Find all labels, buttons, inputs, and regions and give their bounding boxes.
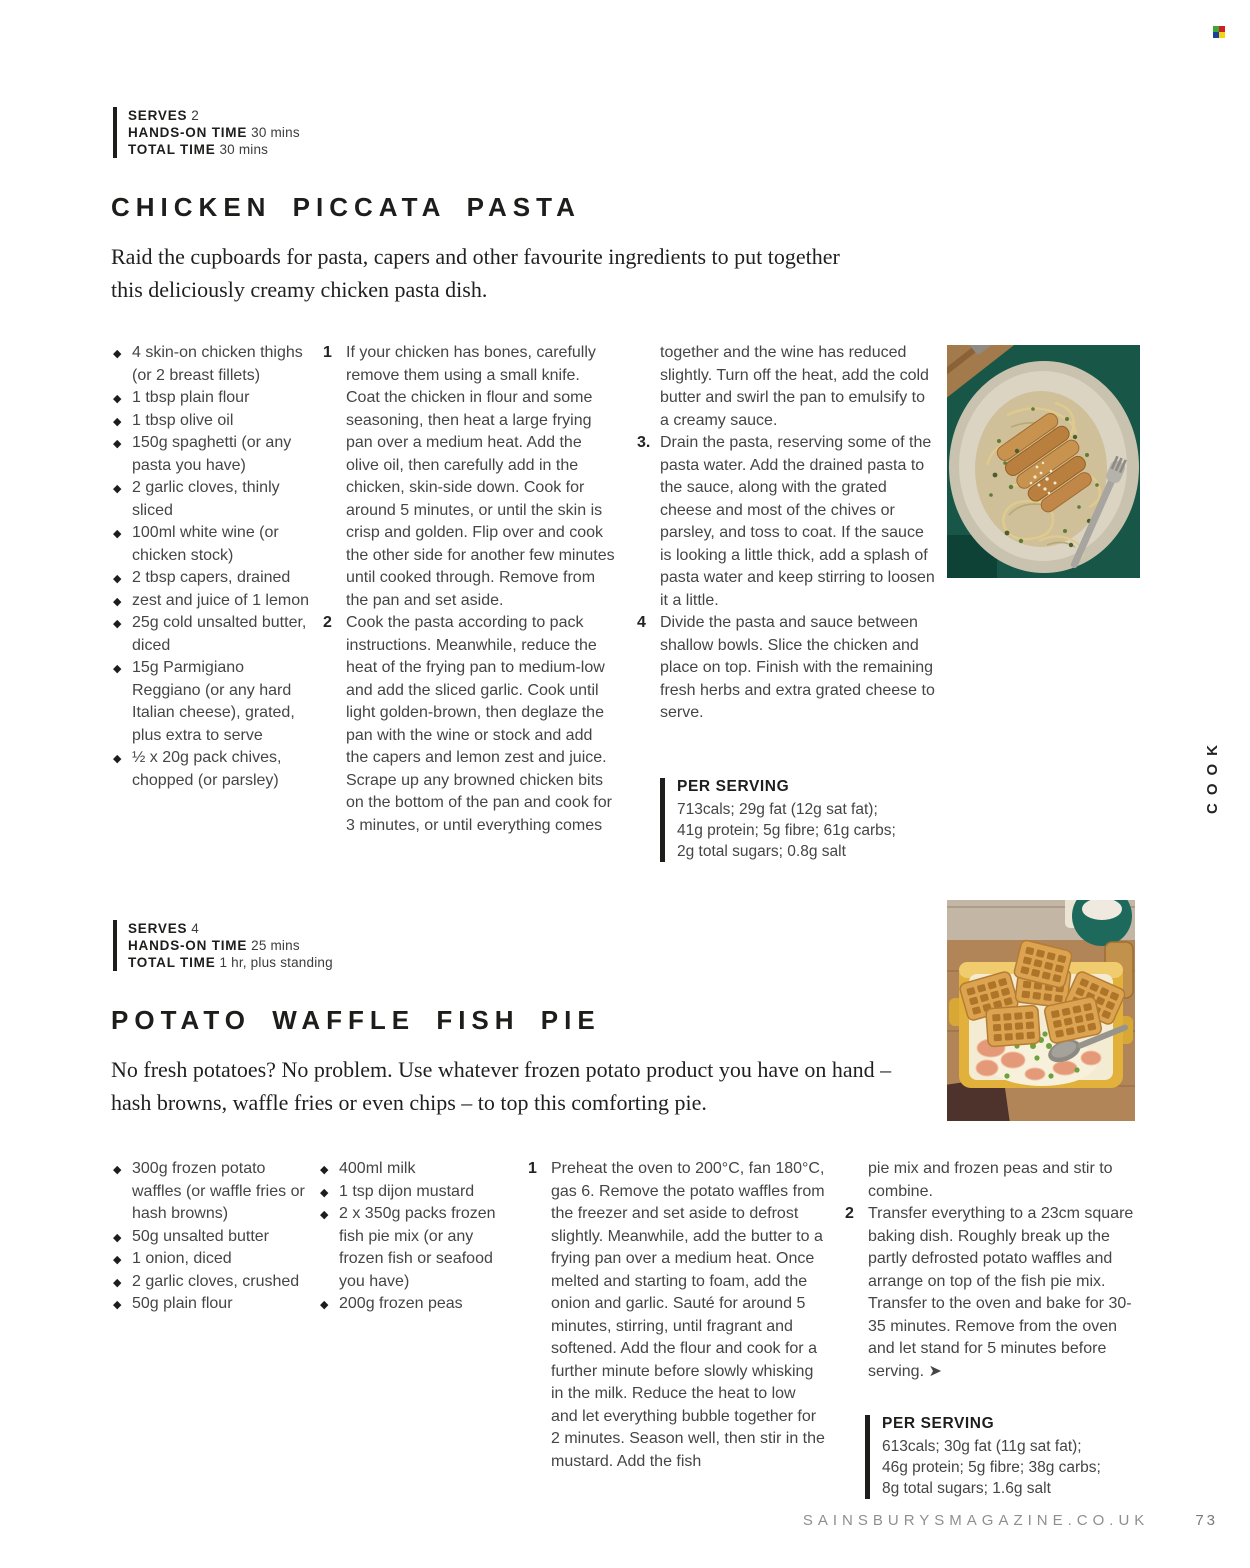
hands-on-time-line xyxy=(128,124,300,141)
total-time-label: TOTAL TIME xyxy=(128,955,216,970)
ingredient-text: 1 onion, diced xyxy=(132,1250,232,1267)
method-step-4 xyxy=(637,612,937,725)
ingredient-text: 2 garlic cloves, crushed xyxy=(132,1272,300,1290)
ingredient-text: 2 garlic cloves, thinly sliced xyxy=(132,479,280,519)
hands-on-time-value: 25 mins xyxy=(251,938,300,953)
per-serving-line: 613cals; 30g fat (11g sat fat); xyxy=(882,1438,1082,1455)
ingredient-item xyxy=(113,1248,313,1271)
diamond-bullet-icon: ◆ xyxy=(113,348,122,360)
logo-square-yellow xyxy=(1219,32,1225,38)
ingredient-text: 50g plain flour xyxy=(132,1295,233,1312)
step-number: 1 xyxy=(323,344,332,361)
total-time-label: TOTAL TIME xyxy=(128,142,216,157)
recipe2-meta-block xyxy=(113,920,333,971)
ingredient-text: 100ml white wine (or chicken stock) xyxy=(132,524,279,564)
ingredient-text: 2 x 350g packs frozen fish pie mix (or any frozen fish or seafood you have) xyxy=(339,1205,496,1290)
diamond-bullet-icon: ◆ xyxy=(113,1164,122,1176)
ingredient-item xyxy=(320,1181,520,1204)
method-step-2-continued xyxy=(637,342,937,432)
ingredient-item xyxy=(113,342,313,387)
per-serving-label: PER SERVING xyxy=(882,1415,995,1432)
step-number: 1 xyxy=(528,1160,537,1177)
total-time-value: 1 hr, plus standing xyxy=(219,955,333,970)
ingredient-item xyxy=(113,387,313,410)
recipe2-method-column-1 xyxy=(528,1158,826,1473)
diamond-bullet-icon: ◆ xyxy=(113,1254,122,1266)
recipe1-ingredient-list xyxy=(113,342,313,792)
method-step-1 xyxy=(528,1158,826,1473)
step-text: pie mix and frozen peas and stir to combine. xyxy=(868,1160,1113,1200)
ingredient-text: ½ x 20g pack chives, chopped (or parsley) xyxy=(132,749,282,789)
serves-label: SERVES xyxy=(128,108,188,123)
ingredient-item xyxy=(113,1226,313,1249)
step-text: together and the wine has reduced slightly. Turn off the heat, add the cold butter and swirl the pan to emulsify to a creamy sauce. xyxy=(660,344,929,429)
hands-on-time-label: HANDS-ON TIME xyxy=(128,938,248,953)
ingredient-text: 200g frozen peas xyxy=(339,1295,463,1312)
diamond-bullet-icon: ◆ xyxy=(113,415,122,428)
ingredient-item xyxy=(320,1293,520,1316)
per-serving-line: 713cals; 29g fat (12g sat fat); xyxy=(677,801,878,818)
diamond-bullet-icon: ◆ xyxy=(113,595,122,608)
recipe2-per-serving-box xyxy=(865,1415,1150,1499)
potato-waffle-fish-pie-photo xyxy=(947,900,1135,1121)
diamond-bullet-icon: ◆ xyxy=(320,1209,329,1221)
ingredient-item xyxy=(113,747,313,792)
ingredient-text: 25g cold unsalted butter, diced xyxy=(132,614,307,654)
four-colour-logo-icon xyxy=(1213,26,1225,38)
ingredient-text: zest and juice of 1 lemon xyxy=(132,591,309,609)
recipe2-ingredient-list-1 xyxy=(113,1158,313,1316)
method-step-1-continued xyxy=(845,1158,1145,1203)
method-step-3 xyxy=(637,432,937,612)
diamond-bullet-icon: ◆ xyxy=(113,438,122,450)
ingredient-item xyxy=(113,657,313,747)
ingredient-item xyxy=(320,1158,520,1181)
recipe1-method-column-1 xyxy=(323,342,615,837)
diamond-bullet-icon: ◆ xyxy=(113,393,122,405)
diamond-bullet-icon: ◆ xyxy=(320,1299,329,1311)
recipe2-intro: No fresh potatoes? No problem. Use whatever frozen potato product you have on hand – hash browns, waffle fries or even chips – to top this comforting pie. xyxy=(111,1057,892,1115)
step-number: 2 xyxy=(845,1205,854,1222)
diamond-bullet-icon: ◆ xyxy=(320,1164,329,1176)
diamond-bullet-icon: ◆ xyxy=(113,618,122,630)
step-text: Drain the pasta, reserving some of the pasta water. Add the drained pasta to the sauce, along with the grated cheese and most of the chives or parsley, and toss to coat. If the sauce is looking a little thick, add a splash of pasta water and keep stirring to loosen it a little. xyxy=(660,434,935,609)
ingredient-text: 15g Parmigiano Reggiano (or any hard Italian cheese), grated, plus extra to serve xyxy=(132,659,295,744)
recipe2-method-column-2 xyxy=(845,1158,1145,1383)
serves-line xyxy=(128,107,300,124)
page-number: 73 xyxy=(1195,1512,1218,1529)
per-serving-label: PER SERVING xyxy=(677,778,790,795)
step-number: 4 xyxy=(637,614,646,631)
diamond-bullet-icon: ◆ xyxy=(113,1276,122,1289)
ingredient-item xyxy=(113,612,313,657)
ingredient-item xyxy=(113,567,313,590)
recipe2-title: POTATO WAFFLE FISH PIE xyxy=(111,1005,601,1035)
hands-on-time-value: 30 mins xyxy=(251,125,300,140)
method-step-2 xyxy=(845,1203,1145,1383)
step-text: Transfer everything to a 23cm square baking dish. Roughly break up the partly defrosted potato waffles and arrange on top of the fish pie mix. Transfer to the oven and bake for 30-35 minutes. Remove from the oven and let stand for 5 minutes before serving. ➤ xyxy=(868,1205,1134,1380)
ingredient-item xyxy=(113,410,313,433)
step-number: 2 xyxy=(323,614,332,631)
magazine-url: SAINSBURYSMAGAZINE.CO.UK xyxy=(802,1512,1150,1529)
ingredient-item xyxy=(113,1271,313,1294)
diamond-bullet-icon: ◆ xyxy=(113,1299,122,1311)
ingredient-text: 300g frozen potato waffles (or waffle fries or hash browns) xyxy=(132,1160,305,1222)
step-text: Cook the pasta according to pack instructions. Meanwhile, reduce the heat of the frying pan to medium-low and add the sliced garlic. Cook until light golden-brown, then deglaze the pan with the wine or stock and add the capers and lemon zest and juice. Scrape up any browned chicken bits on the bottom of the pan and cook for 3 minutes, or until everything comes xyxy=(346,614,612,834)
total-time-line xyxy=(128,954,333,971)
method-step-1 xyxy=(323,342,615,612)
ingredient-text: 4 skin-on chicken thighs (or 2 breast fillets) xyxy=(132,344,303,384)
serves-value: 2 xyxy=(191,108,199,123)
ingredient-item xyxy=(113,432,313,477)
step-text: If your chicken has bones, carefully remove them using a small knife. Coat the chicken in flour and some seasoning, then heat a large frying pan over a medium heat. Add the olive oil, then carefully add in the chicken, skin-side down. Cook for around 5 minutes, or until the skin is crisp and golden. Flip over and cook the other side for another few minutes until cooked through. Remove from the pan and set aside. xyxy=(346,344,615,609)
recipe1-title: CHICKEN PICCATA PASTA xyxy=(111,192,581,222)
step-text: Divide the pasta and sauce between shallow bowls. Slice the chicken and place on top. Finish with the remaining fresh herbs and extra grated cheese to serve. xyxy=(660,614,935,721)
ingredient-text: 1 tsp dijon mustard xyxy=(339,1182,475,1200)
ingredient-item xyxy=(113,590,313,613)
section-label-cook xyxy=(1167,730,1250,820)
step-text: Preheat the oven to 200°C, fan 180°C, gas 6. Remove the potato waffles from the freezer and set aside to defrost slightly. Meanwhile, add the butter to a frying pan over a medium heat. Once melted and starting to foam, add the onion and garlic. Sauté for around 5 minutes, stirring, until fragrant and softened. Add the flour and cook for a further minute before slowly whisking in the milk. Reduce the heat to low and let everything bubble together for 2 minutes. Season well, then stir in the mustard. Add the fish xyxy=(551,1160,825,1470)
ingredient-text: 400ml milk xyxy=(339,1160,416,1177)
ingredient-item xyxy=(113,522,313,567)
per-serving-line: 41g protein; 5g fibre; 61g carbs; xyxy=(677,822,896,839)
chicken-piccata-pasta-photo xyxy=(947,345,1140,578)
recipe1-per-serving-box xyxy=(660,778,940,862)
diamond-bullet-icon: ◆ xyxy=(113,1231,122,1244)
diamond-bullet-icon: ◆ xyxy=(113,663,122,675)
serves-line xyxy=(128,920,333,937)
per-serving-line: 2g total sugars; 0.8g salt xyxy=(677,843,846,860)
step-number: 3. xyxy=(637,434,651,451)
ingredient-text: 150g spaghetti (or any pasta you have) xyxy=(132,434,292,474)
per-serving-line: 46g protein; 5g fibre; 38g carbs; xyxy=(882,1459,1101,1476)
method-step-2 xyxy=(323,612,615,837)
ingredient-item xyxy=(113,1293,313,1316)
recipe1-method-column-2 xyxy=(637,342,937,725)
ingredient-text: 1 tbsp plain flour xyxy=(132,389,250,406)
diamond-bullet-icon: ◆ xyxy=(113,753,122,765)
recipe1-intro: Raid the cupboards for pasta, capers and other favourite ingredients to put together this deliciously creamy chicken pasta dish. xyxy=(111,244,840,302)
serves-value: 4 xyxy=(191,921,199,936)
diamond-bullet-icon: ◆ xyxy=(113,528,122,540)
ingredient-item xyxy=(320,1203,520,1293)
ingredient-text: 50g unsalted butter xyxy=(132,1227,269,1245)
recipe1-meta-block xyxy=(113,107,300,158)
diamond-bullet-icon: ◆ xyxy=(113,573,122,585)
ingredient-text: 1 tbsp olive oil xyxy=(132,411,234,429)
diamond-bullet-icon: ◆ xyxy=(113,483,122,495)
page-footer xyxy=(803,1512,1218,1530)
serves-label: SERVES xyxy=(128,921,188,936)
ingredient-item xyxy=(113,477,313,522)
total-time-line xyxy=(128,141,300,158)
hands-on-time-line xyxy=(128,937,333,954)
ingredient-item xyxy=(113,1158,313,1226)
ingredient-text: 2 tbsp capers, drained xyxy=(132,569,291,586)
per-serving-line: 8g total sugars; 1.6g salt xyxy=(882,1480,1051,1497)
section-label-text: COOK xyxy=(1203,736,1221,814)
diamond-bullet-icon: ◆ xyxy=(320,1186,329,1199)
hands-on-time-label: HANDS-ON TIME xyxy=(128,125,248,140)
total-time-value: 30 mins xyxy=(219,142,269,157)
recipe2-ingredient-list-2 xyxy=(320,1158,520,1316)
